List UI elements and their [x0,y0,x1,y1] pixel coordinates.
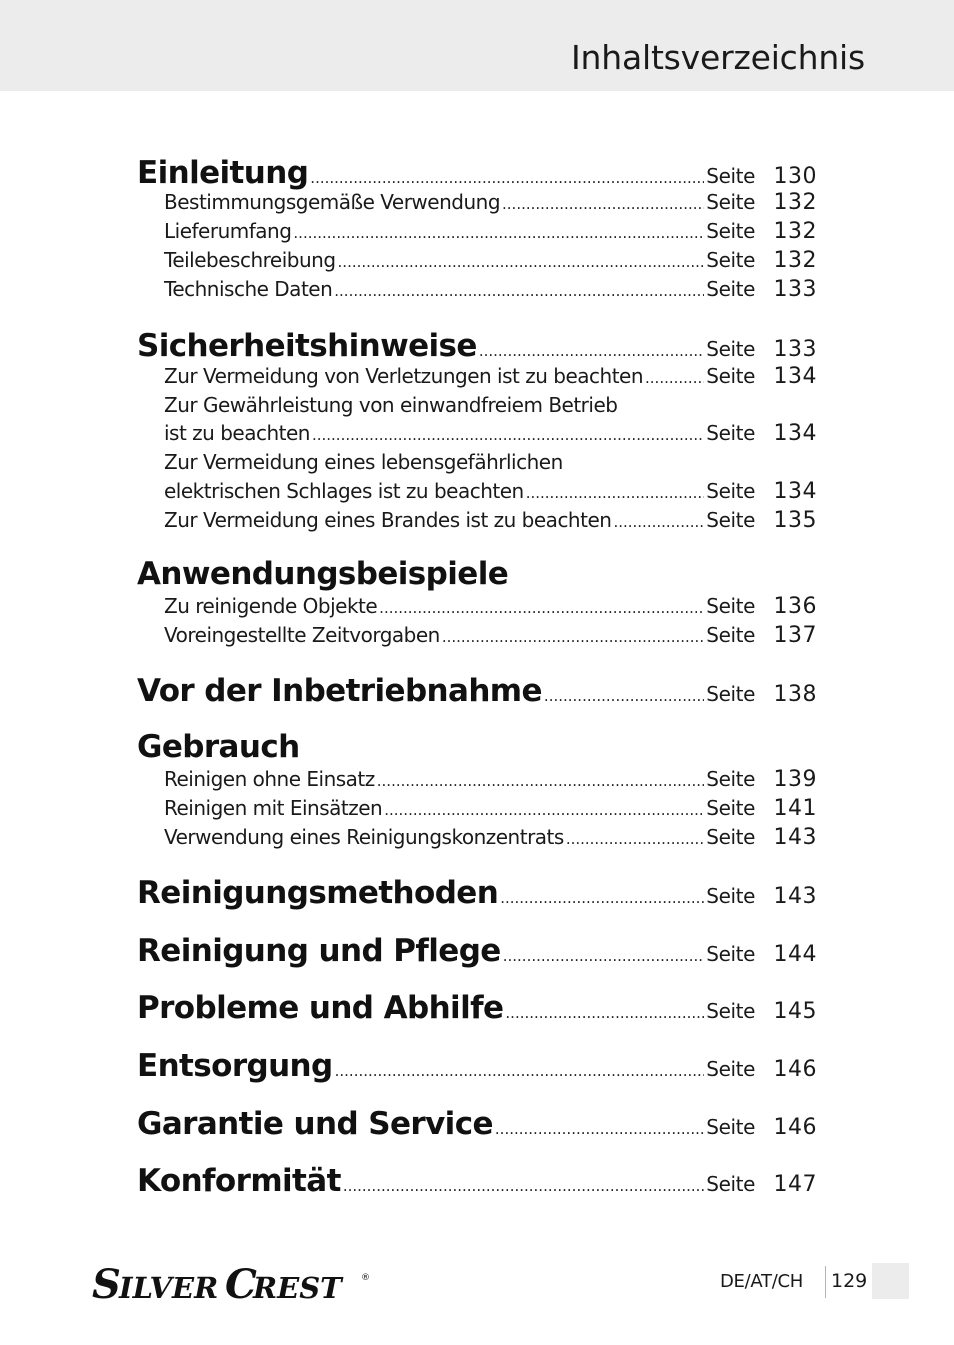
toc-subentry: Voreingestellte Zeitvorgaben [164,623,440,647]
page-number: 130 [773,164,817,189]
dot-leader [312,426,704,444]
toc-entry-verletzungen[interactable] [164,364,817,390]
toc-entry-garantie[interactable] [137,1106,817,1142]
seite-label: Seite [706,479,755,503]
dot-leader [335,1062,705,1080]
seite-label: Seite [706,825,755,849]
svg-text:S: S [92,1262,121,1302]
seite-label: Seite [706,190,755,214]
toc-entry-inbetriebnahme[interactable] [137,673,817,709]
toc-entry-reinigungsmethoden[interactable] [137,875,817,911]
seite-label: Seite [706,164,755,188]
dot-leader [645,369,704,387]
toc-entry-schlag-line1 [164,450,563,476]
toc-entry-ohne-einsatz[interactable] [164,767,817,793]
page-title: Inhaltsverzeichnis [570,38,865,77]
page-number: 138 [773,682,817,707]
dot-leader [500,889,704,907]
footer-region: DE/AT/CH [720,1271,803,1292]
toc-subentry: Lieferumfang [164,219,292,243]
page-number: 143 [773,884,817,909]
dot-leader [442,628,704,646]
toc-subentry: Zu reinigende Objekte [164,594,378,618]
page-number: 134 [773,479,817,504]
page-number: 141 [773,796,817,821]
page-number: 139 [773,767,817,792]
seite-label: Seite [706,508,755,532]
seite-label: Seite [706,1057,755,1081]
toc-entry-technische-daten[interactable] [164,277,817,303]
page-number: 135 [773,508,817,533]
toc-subentry: ist zu beachten [164,421,310,445]
toc-subentry: elektrischen Schlages ist zu beachten [164,479,524,503]
toc-entry-lieferumfang[interactable] [164,219,817,245]
dot-leader [526,484,705,502]
toc-entry-brand[interactable] [164,508,817,534]
page-number: 144 [773,942,817,967]
toc-heading: Garantie und Service [137,1106,493,1142]
dot-leader [495,1120,704,1138]
dot-leader [293,224,704,242]
svg-text:ILVER: ILVER [119,1271,219,1302]
page-number: 132 [773,190,817,215]
page-number: 133 [773,337,817,362]
dot-leader [377,772,705,790]
toc-heading: Reinigung und Pflege [137,933,501,969]
toc-entry-gewaehrleistung-line1 [164,393,617,419]
toc-subentry: Zur Vermeidung eines lebensgefährlichen [164,450,563,474]
toc-entry-mit-einsaetzen[interactable] [164,796,817,822]
footer-tab-marker [872,1263,909,1299]
seite-label: Seite [706,1172,755,1196]
toc-entry-schlag[interactable] [164,479,817,505]
page-number: 136 [773,594,817,619]
toc-entry-sicherheitshinweise[interactable] [137,328,817,364]
toc-heading: Reinigungsmethoden [137,875,499,911]
toc-subentry: Zur Gewährleistung von einwandfreiem Betrieb [164,393,618,417]
toc-heading: Vor der Inbetriebnahme [137,673,542,709]
svg-text:REST: REST [253,1271,342,1302]
silvercrest-logo [92,1262,372,1302]
page-number: 147 [773,1172,817,1197]
footer-page-number: 129 [831,1270,868,1292]
toc-heading: Sicherheitshinweise [137,328,477,364]
toc-entry-pflege[interactable] [137,933,817,969]
seite-label: Seite [706,248,755,272]
seite-label: Seite [706,421,755,445]
dot-leader [613,513,704,531]
toc-entry-konformitaet[interactable] [137,1163,817,1199]
page-number: 143 [773,825,817,850]
page-number: 132 [773,248,817,273]
seite-label: Seite [706,364,755,388]
seite-label: Seite [706,884,755,908]
toc-heading: Probleme und Abhilfe [137,990,504,1026]
page-number: 146 [773,1115,817,1140]
toc-entry-anwendungsbeispiele[interactable] [137,556,508,592]
seite-label: Seite [706,682,755,706]
page-number: 145 [773,999,817,1024]
page-number: 132 [773,219,817,244]
seite-label: Seite [706,1115,755,1139]
dot-leader [505,1004,704,1022]
toc-subentry: Zur Vermeidung eines Brandes ist zu beachten [164,508,612,532]
dot-leader [384,801,704,819]
svg-text:C: C [225,1262,257,1302]
toc-entry-zeitvorgaben[interactable] [164,623,817,649]
toc-entry-teilebeschreibung[interactable] [164,248,817,274]
svg-text:®: ® [361,1273,370,1283]
seite-label: Seite [706,942,755,966]
page-number: 137 [773,623,817,648]
page-header [0,0,954,91]
toc-entry-gewaehrleistung[interactable] [164,421,817,447]
page-number: 133 [773,277,817,302]
toc-heading: Gebrauch [137,729,300,765]
toc-subentry: Technische Daten [164,277,333,301]
page-number: 146 [773,1057,817,1082]
dot-leader [310,169,704,187]
dot-leader [379,599,704,617]
seite-label: Seite [706,337,755,361]
dot-leader [343,1177,704,1195]
toc-subentry: Verwendung eines Reinigungskonzentrats [164,825,564,849]
dot-leader [338,253,705,271]
toc-heading: Entsorgung [137,1048,333,1084]
seite-label: Seite [706,999,755,1023]
toc-entry-probleme[interactable] [137,990,817,1026]
dot-leader [479,342,704,360]
toc-subentry: Zur Vermeidung von Verletzungen ist zu beachten [164,364,644,388]
dot-leader [502,195,704,213]
toc-entry-bestimmung[interactable] [164,190,817,216]
toc-entry-einleitung[interactable] [137,155,817,191]
dot-leader [503,947,705,965]
seite-label: Seite [706,219,755,243]
toc-entry-entsorgung[interactable] [137,1048,817,1084]
toc-heading: Anwendungsbeispiele [137,556,509,592]
seite-label: Seite [706,767,755,791]
toc-subentry: Reinigen mit Einsätzen [164,796,383,820]
page-number: 134 [773,421,817,446]
seite-label: Seite [706,594,755,618]
toc-entry-gebrauch[interactable] [137,729,300,765]
seite-label: Seite [706,623,755,647]
toc-heading: Einleitung [137,155,309,191]
toc-entry-konzentrat[interactable] [164,825,817,851]
toc-heading: Konformität [137,1163,341,1199]
footer-divider [825,1266,826,1298]
seite-label: Seite [706,796,755,820]
dot-leader [566,830,704,848]
seite-label: Seite [706,277,755,301]
toc-entry-objekte[interactable] [164,594,817,620]
toc-subentry: Bestimmungsgemäße Verwendung [164,190,501,214]
dot-leader [544,687,704,705]
toc-subentry: Reinigen ohne Einsatz [164,767,375,791]
dot-leader [334,282,704,300]
page-number: 134 [773,364,817,389]
toc-subentry: Teilebeschreibung [164,248,336,272]
